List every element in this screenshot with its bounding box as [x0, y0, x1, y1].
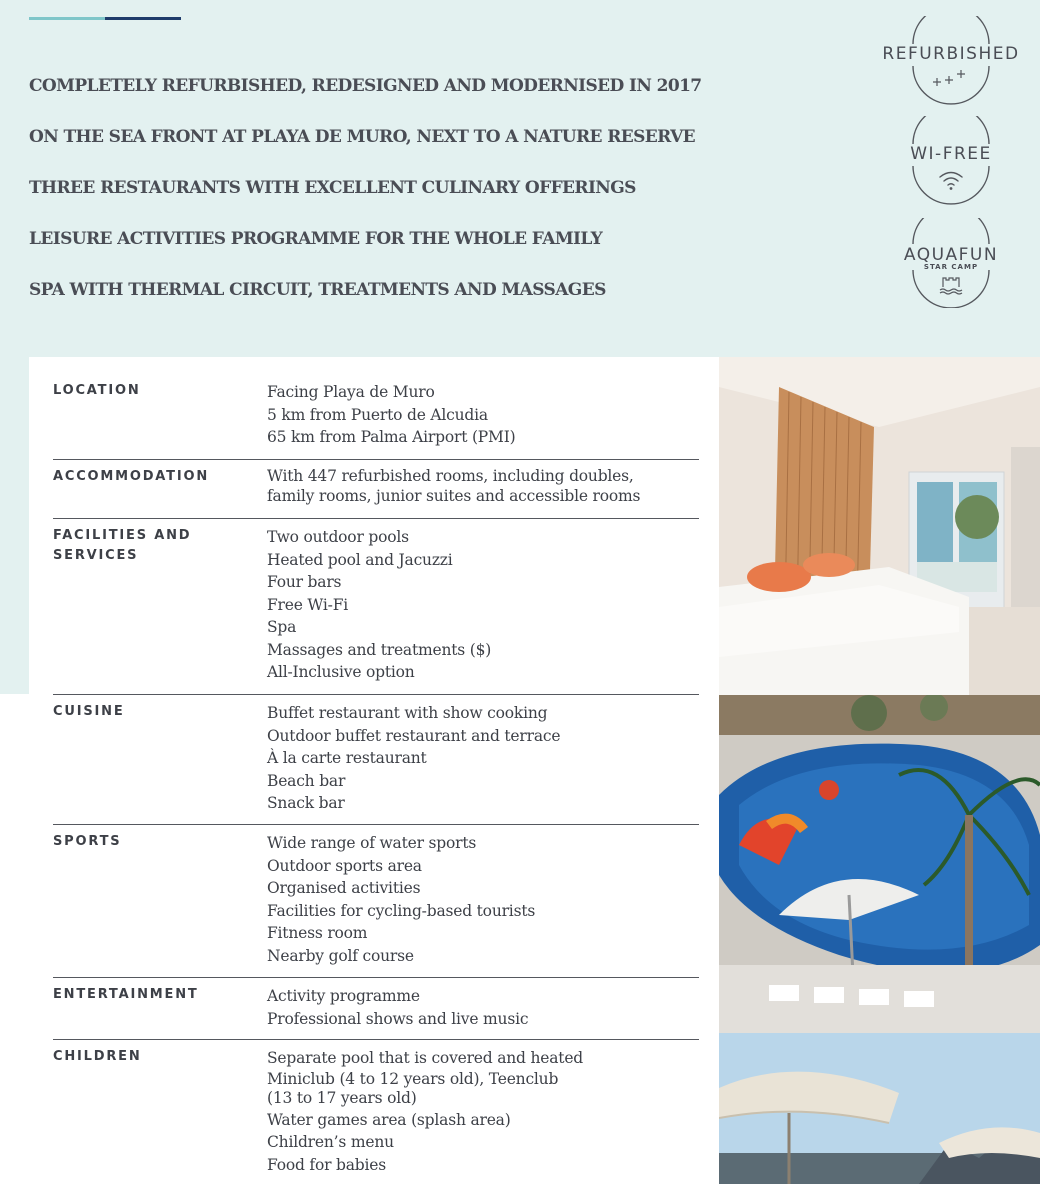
section-label: LOCATION	[53, 383, 141, 398]
section-items	[267, 985, 707, 1030]
list-item: Fitness room	[267, 924, 368, 942]
list-item: Facing Playa de Muro	[267, 383, 435, 401]
highlight-spa: SPA WITH THERMAL CIRCUIT, TREATMENTS AND MASSAGES	[29, 280, 606, 300]
section-label: SPORTS	[53, 834, 122, 849]
section-children	[53, 1047, 699, 1184]
bedroom-photo	[719, 357, 1040, 695]
section-facilities	[53, 526, 699, 695]
badge-refurbished-title: REFURBISHED	[882, 44, 1020, 64]
badge-aquafun-subtitle: STAR CAMP	[923, 263, 979, 271]
list-item: Activity programme	[267, 987, 420, 1005]
umbrella-photo	[719, 1033, 1040, 1184]
list-item: Two outdoor pools	[267, 528, 409, 546]
list-item: All-Inclusive option	[267, 663, 415, 681]
list-item: With 447 refurbished rooms, including doubles,	[267, 467, 634, 485]
list-item: Outdoor sports area	[267, 856, 422, 875]
list-item: Separate pool that is covered and heated	[267, 1049, 584, 1067]
hotel-info-panel	[29, 357, 719, 1184]
section-sports	[53, 832, 699, 978]
section-items	[267, 1047, 707, 1176]
section-label: ACCOMMODATION	[53, 469, 209, 484]
list-item: Outdoor buffet restaurant and terrace	[267, 726, 561, 745]
list-item: Water games area (splash area)	[267, 1110, 511, 1129]
section-items	[267, 381, 707, 449]
sparkle-icon	[931, 68, 971, 90]
section-cuisine	[53, 702, 699, 825]
badge-wi-free	[872, 116, 1030, 206]
list-item: Facilities for cycling-based tourists	[267, 901, 536, 920]
section-items	[267, 467, 707, 506]
accent-line-light	[29, 17, 105, 20]
badge-aquafun	[872, 218, 1030, 308]
badge-refurbished	[872, 16, 1030, 106]
list-item: Spa	[267, 618, 297, 636]
badge-aquafun-title: AQUAFUN	[903, 245, 999, 265]
section-label: FACILITIES AND SERVICES	[53, 528, 192, 563]
list-item: family rooms, junior suites and accessible rooms	[267, 486, 641, 505]
list-item: Heated pool and Jacuzzi	[267, 550, 453, 569]
accent-line-dark	[105, 17, 181, 20]
section-items	[267, 526, 707, 684]
highlight-leisure: LEISURE ACTIVITIES PROGRAMME FOR THE WHOLE FAMILY	[29, 229, 603, 249]
highlight-restaurants: THREE RESTAURANTS WITH EXCELLENT CULINARY OFFERINGS	[29, 178, 636, 198]
section-label: CHILDREN	[53, 1049, 142, 1064]
section-accommodation	[53, 467, 699, 519]
highlight-refurbished: COMPLETELY REFURBISHED, REDESIGNED AND MODERNISED IN 2017	[29, 76, 702, 96]
list-item: 5 km from Puerto de Alcudia	[267, 405, 488, 424]
section-items	[267, 702, 707, 815]
pool-photo	[719, 695, 1040, 1033]
section-location	[53, 381, 699, 460]
list-item: Food for babies	[267, 1155, 386, 1174]
list-item: Buffet restaurant with show cooking	[267, 704, 548, 722]
list-item: Four bars	[267, 573, 342, 591]
section-label: ENTERTAINMENT	[53, 987, 199, 1002]
highlight-sea-front: ON THE SEA FRONT AT PLAYA DE MURO, NEXT TO A NATURE RESERVE	[29, 127, 696, 147]
list-item: Snack bar	[267, 794, 345, 812]
list-item: Professional shows and live music	[267, 1009, 529, 1028]
list-item: (13 to 17 years old)	[267, 1089, 417, 1107]
list-item: Miniclub (4 to 12 years old), Teenclub	[267, 1069, 559, 1088]
castle-waves-icon	[938, 274, 964, 296]
section-entertainment	[53, 985, 699, 1040]
list-item: Organised activities	[267, 879, 421, 897]
list-item: Massages and treatments ($)	[267, 640, 492, 659]
list-item: Children’s menu	[267, 1133, 394, 1151]
wifi-icon	[936, 168, 966, 192]
list-item: Beach bar	[267, 771, 346, 790]
list-item: À la carte restaurant	[267, 749, 427, 767]
section-items	[267, 832, 707, 967]
list-item: Wide range of water sports	[267, 834, 477, 852]
section-label: CUISINE	[53, 704, 125, 719]
list-item: 65 km from Palma Airport (PMI)	[267, 428, 516, 446]
list-item: Free Wi-Fi	[267, 595, 349, 614]
badge-wi-free-title: WI-FREE	[910, 144, 992, 164]
list-item: Nearby golf course	[267, 946, 414, 965]
